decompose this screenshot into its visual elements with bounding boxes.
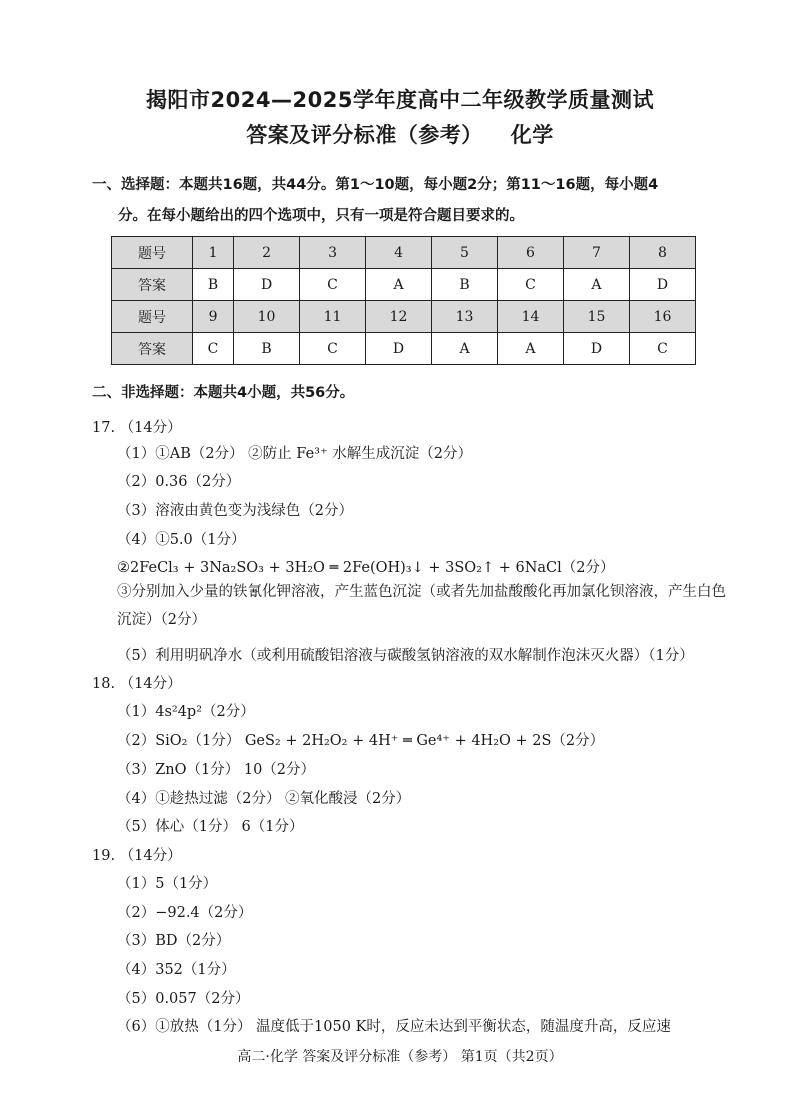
table-cell: A bbox=[366, 269, 432, 301]
row-label: 答案 bbox=[112, 269, 193, 301]
q17-answer-4: （4）①5.0（1分） bbox=[117, 532, 246, 548]
q19-answer-2: （2）−92.4（2分） bbox=[117, 905, 253, 921]
q19-answer-3: （3）BD（2分） bbox=[117, 933, 231, 949]
table-cell: 8 bbox=[629, 237, 695, 269]
table-cell: 11 bbox=[300, 301, 366, 333]
row-label: 题号 bbox=[112, 301, 193, 333]
table-cell: D bbox=[366, 333, 432, 365]
q19-answer-1: （1）5（1分） bbox=[117, 876, 218, 892]
q19-answer-4: （4）352（1分） bbox=[117, 962, 236, 978]
table-cell: B bbox=[193, 269, 234, 301]
table-cell: 5 bbox=[432, 237, 498, 269]
question-17-heading: 17. （14分） bbox=[92, 420, 182, 436]
answer-table bbox=[111, 236, 696, 365]
table-cell: C bbox=[629, 333, 695, 365]
document-subtitle bbox=[0, 119, 800, 149]
q17-answer-3: （3）溶液由黄色变为浅绿色（2分） bbox=[117, 503, 353, 519]
table-row bbox=[112, 269, 696, 301]
table-cell: C bbox=[300, 333, 366, 365]
table-cell: C bbox=[498, 269, 564, 301]
table-cell: 13 bbox=[432, 301, 498, 333]
table-cell: D bbox=[629, 269, 695, 301]
table-cell: 14 bbox=[498, 301, 564, 333]
section-1-line-2: 分。在每小题给出的四个选项中，只有一项是符合题目要求的。 bbox=[118, 208, 524, 224]
q18-answer-1: （1）4s²4p²（2分） bbox=[117, 704, 255, 720]
table-cell: 3 bbox=[300, 237, 366, 269]
q17-answer-2: （2）0.36（2分） bbox=[117, 474, 241, 490]
q18-answer-4: （4）①趁热过滤（2分） ②氧化酸浸（2分） bbox=[117, 791, 411, 807]
table-cell: 12 bbox=[366, 301, 432, 333]
document-title: 揭阳市2024—2025学年度高中二年级教学质量测试 bbox=[146, 88, 654, 112]
table-cell: D bbox=[563, 333, 629, 365]
subtitle-subject: 化学 bbox=[510, 123, 554, 147]
table-cell: 16 bbox=[629, 301, 695, 333]
table-row bbox=[112, 333, 696, 365]
table-cell: 2 bbox=[234, 237, 300, 269]
q17-answer-4-3: ③分别加入少量的铁氰化钾溶液，产生蓝色沉淀（或者先加盐酸酸化再加氯化钡溶液，产生白色沉淀）（2分） bbox=[117, 584, 726, 628]
table-cell: A bbox=[563, 269, 629, 301]
table-cell: 7 bbox=[563, 237, 629, 269]
table-cell: A bbox=[498, 333, 564, 365]
table-cell: D bbox=[234, 269, 300, 301]
table-cell: A bbox=[432, 333, 498, 365]
q17-answer-5: （5）利用明矾净水（或利用硫酸铝溶液与碳酸氢钠溶液的双水解制作泡沫灭火器）（1分） bbox=[117, 648, 694, 664]
q18-answer-5: （5）体心（1分） 6（1分） bbox=[117, 819, 304, 835]
table-cell: C bbox=[300, 269, 366, 301]
subtitle-answer-standard: 答案及评分标准（参考） bbox=[246, 123, 483, 147]
table-cell: C bbox=[193, 333, 234, 365]
table-cell: 15 bbox=[563, 301, 629, 333]
table-cell: B bbox=[234, 333, 300, 365]
section-1-heading bbox=[92, 170, 732, 232]
q19-answer-6: （6）①放热（1分） 温度低于1050 K时，反应未达到平衡状态，随温度升高，反应速 bbox=[117, 1019, 671, 1035]
q18-answer-2: （2）SiO₂（1分） GeS₂ + 2H₂O₂ + 4H⁺ ═ Ge⁴⁺ + 4H₂O + 2S（2分） bbox=[117, 733, 605, 749]
question-18-heading: 18. （14分） bbox=[92, 676, 182, 692]
section-1-line-1: 一、选择题：本题共16题，共44分。第1～10题，每小题2分；第11～16题，每小题4 bbox=[92, 177, 659, 193]
table-row bbox=[112, 237, 696, 269]
table-cell: 9 bbox=[193, 301, 234, 333]
table-cell: 6 bbox=[498, 237, 564, 269]
table-cell: B bbox=[432, 269, 498, 301]
table-cell: 10 bbox=[234, 301, 300, 333]
row-label: 题号 bbox=[112, 237, 193, 269]
table-row bbox=[112, 301, 696, 333]
q17-equation: ②2FeCl₃ + 3Na₂SO₃ + 3H₂O ═ 2Fe(OH)₃↓ + 3SO₂↑ + 6NaCl（2分） bbox=[117, 560, 615, 576]
table-cell: 1 bbox=[193, 237, 234, 269]
row-label: 答案 bbox=[112, 333, 193, 365]
question-19-heading: 19. （14分） bbox=[92, 848, 182, 864]
table-cell: 4 bbox=[366, 237, 432, 269]
q17-answer-1: （1）①AB（2分） ②防止 Fe³⁺ 水解生成沉淀（2分） bbox=[117, 446, 472, 462]
page-footer: 高二·化学 答案及评分标准（参考） 第1页（共2页） bbox=[237, 1049, 563, 1065]
q19-answer-5: （5）0.057（2分） bbox=[117, 991, 250, 1007]
q18-answer-3: （3）ZnO（1分） 10（2分） bbox=[117, 762, 316, 778]
section-2-heading: 二、非选择题：本题共4小题，共56分。 bbox=[92, 385, 355, 401]
